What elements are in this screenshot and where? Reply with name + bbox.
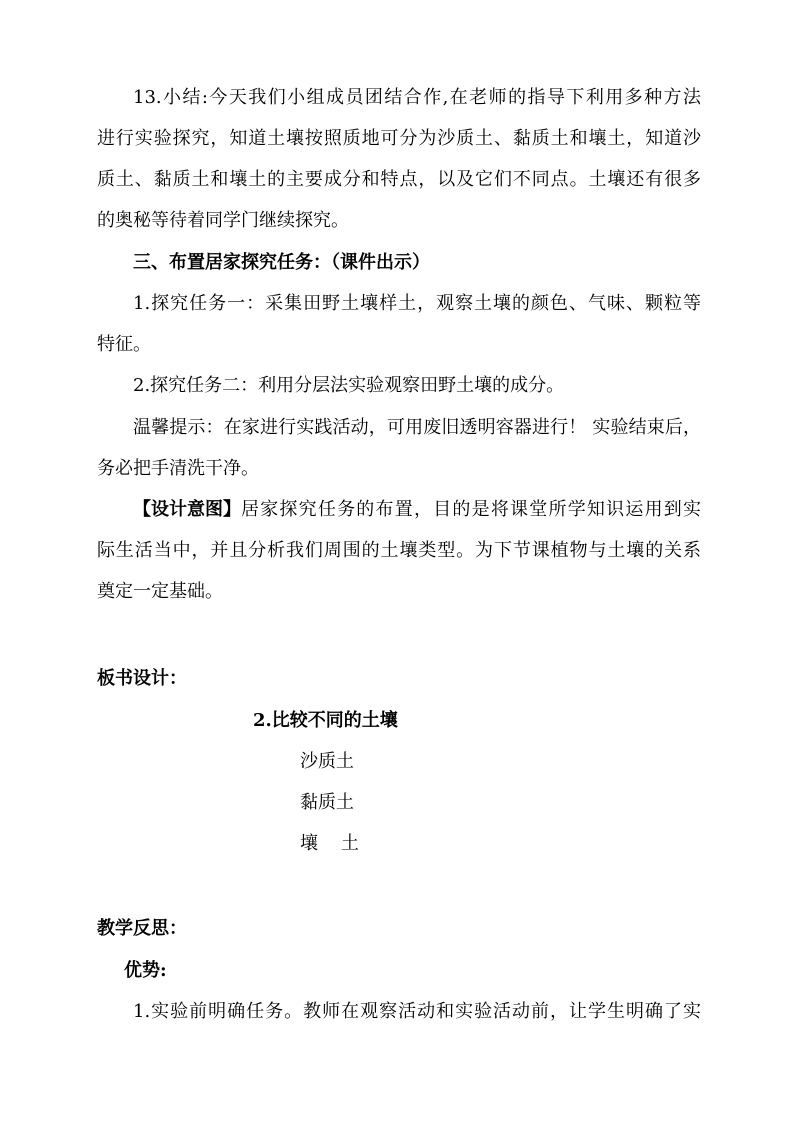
board-item-sandy: 沙质土 [300, 751, 354, 772]
board-title: 2.比较不同的土壤 [253, 710, 398, 731]
summary-line-1: 13.小结:今天我们小组成员团结合作,在老师的指导下利用多种方法 [133, 87, 701, 108]
task1-line-1: 1.探究任务一：采集田野土壤样土，观察土壤的颜色、气味、颗粒等 [133, 293, 701, 314]
task2-line: 2.探究任务二：利用分层法实验观察田野土壤的成分。 [133, 375, 565, 396]
reflection-line-1: 1.实验前明确任务。教师在观察活动和实验活动前，让学生明确了实 [133, 1001, 701, 1022]
board-item-loam: 壤 土 [300, 833, 359, 854]
board-item-clay: 黏质土 [300, 792, 354, 813]
reflection-heading: 教学反思： [97, 918, 187, 939]
task1-line-2: 特征。 [97, 334, 151, 355]
design-intent-line-3: 奠定一定基础。 [97, 581, 223, 602]
design-intent-line-2: 际生活当中，并且分析我们周围的土壤类型。为下节课植物与土壤的关系 [97, 540, 701, 561]
design-intent-label: 【设计意图】 [133, 499, 241, 520]
tip-line-1: 温馨提示：在家进行实践活动，可用废旧透明容器进行！ 实验结束后， [133, 417, 701, 438]
design-intent-line-1 [133, 498, 701, 522]
tip-line-2: 务必把手清洗干净。 [97, 458, 259, 479]
reflection-subheading: 优势: [124, 960, 167, 981]
summary-line-4: 的奥秘等待着同学门继续探究。 [97, 210, 349, 231]
summary-line-2: 进行实验探究，知道土壤按照质地可分为沙质土、黏质土和壤土，知道沙 [97, 128, 701, 149]
board-heading: 板书设计： [97, 668, 187, 689]
design-intent-text: 居家探究任务的布置，目的是将课堂所学知识运用到实 [241, 499, 701, 520]
section-heading: 三、布置居家探究任务：（课件出示） [133, 252, 430, 273]
summary-line-3: 质土、黏质土和壤土的主要成分和特点，以及它们不同点。土壤还有很多 [97, 169, 701, 190]
